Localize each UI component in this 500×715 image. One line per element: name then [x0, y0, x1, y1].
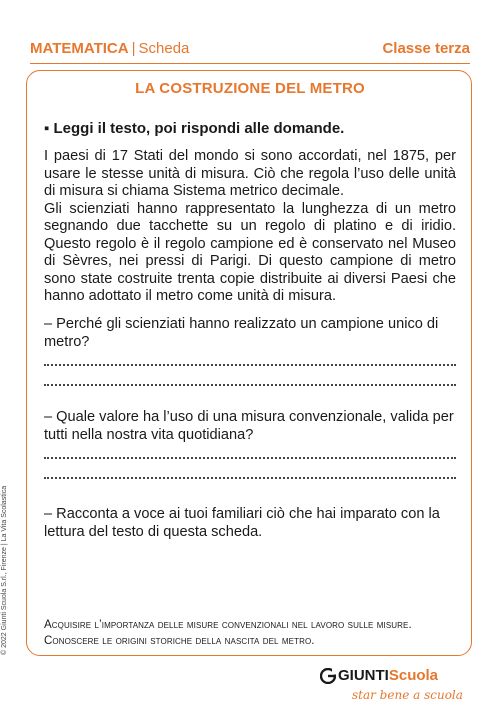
- paragraph-1: I paesi di 17 Stati del mondo si sono accordati, nel 1875, per usare le stesse unità di misura. Ciò che regola l’uso delle unità di misura si chiama Sistema metrico decimale.: [44, 148, 456, 199]
- header-separator: |: [131, 40, 136, 57]
- question-1: – Perché gli scienziati hanno realizzato un campione unico di metro?: [44, 316, 439, 350]
- worksheet-title: LA COSTRUZIONE DEL METRO: [135, 80, 365, 97]
- brand-name-part2: Scuola: [388, 667, 439, 684]
- subject-label: MATEMATICA: [30, 40, 129, 57]
- header-left: [30, 40, 189, 57]
- grade-label: Classe terza: [382, 40, 470, 57]
- copyright-note: © 2022 Giunti Scuola S.rl., Firenze | La Vita Scolastica: [1, 485, 8, 655]
- question-3: – Racconta a voce ai tuoi familiari ciò che hai imparato con la lettura del testo di questa scheda.: [44, 506, 440, 540]
- answer-line[interactable]: [44, 384, 456, 386]
- giunti-g-icon: [320, 668, 336, 684]
- brand-tagline: star bene a scuola: [352, 688, 463, 702]
- worksheet-label: Scheda: [138, 40, 190, 57]
- paragraph-2: Gli scienziati hanno rappresentato la lunghezza di un metro segnando due tacchette su un regolo di platino e di iridio. Questo regolo è il regolo campione ed è conservato nel Museo di Sèvres, nei pressi di Parigi. Di questo campione di metro sono state costruite trenta copie distribuite ai diversi Paesi che hanno adottato il metro come unità di misura.: [44, 200, 456, 304]
- brand-name-part1: GIUNTI: [338, 667, 389, 684]
- header-rule: [30, 63, 470, 64]
- brand-name: [338, 667, 438, 684]
- instruction-text: ▪ Leggi il testo, poi rispondi alle domande.: [44, 120, 345, 137]
- reading-text: [44, 148, 456, 306]
- page-header: [30, 40, 470, 62]
- answer-line[interactable]: [44, 477, 456, 479]
- answer-line[interactable]: [44, 457, 456, 459]
- question-2: – Quale valore ha l’uso di una misura convenzionale, valida per tutti nella nostra vita quotidiana?: [44, 409, 454, 443]
- learning-objectives: Acquisire l’importanza delle misure convenzionali nel lavoro sulle misure. Conoscere le origini storiche della nascita del metro.: [44, 619, 412, 647]
- publisher-logo: [320, 667, 470, 707]
- answer-line[interactable]: [44, 364, 456, 366]
